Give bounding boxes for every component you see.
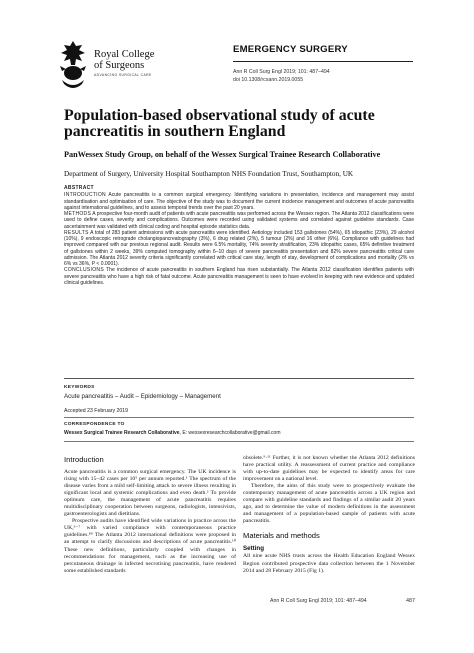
correspondence-heading: CORRESPONDENCE TO <box>64 422 125 427</box>
article-affiliation: Department of Surgery, University Hospital Southampton NHS Foundation Trust, Southampton, UK <box>64 170 354 178</box>
intro-heading: Introduction <box>64 455 104 464</box>
setting-paragraph: All nine acute NHS trusts across the Health Education England Wessex Region contributed prospective data collection between the 1 November 2014 and 28 February 2015 (Fig 1). <box>243 553 415 574</box>
intro-paragraph-2: Prospective audits have identified wide variations in practice across the UK,³⁻⁷ with varied compliance with contemporaneous practice guidelines.⁸⁹ The Atlanta 2012 international definitions were proposed in an attempt to clarify discussions and descriptions of acute pancreatitis.¹⁰ These new definitions, particularly coupled with changes in recommendations for management, such as the increasing use of percutaneous drainage in infected necrotising pancreatitis, have rendered some established standards <box>64 518 236 574</box>
abstract-intro-label: INTRODUCTION <box>64 192 106 199</box>
page-number: 487 <box>406 598 415 604</box>
crest-icon <box>56 40 90 92</box>
abstract-results-text: A total of 283 patient admissions with acute pancreatitis were identified. Aetiology included 153 gallstones (54%), 65 idiopathic (23%), 29 alcohol (10%), 9 endoscopic retrograde cholangiopancreatography (3%), 6 drug related (2%), 5 tumour (2%) and 16 other (6%). Compliance with guidelines had improved compared with our previous regional audit. Results were 6.5% mortality, 74% severity stratification, 23% idiopathic cases, 65% definitive treatment of gallstones within 2 weeks, 39% computed tomography within 6–10 days of severe pancreatitis presentation and 82% severe pancreatitis critical care admission. The Atlanta 2012 severity criteria significantly correlated with critical care stay, length of stay, development of complications and mortality (2% vs 6% vs 36%, P < 0.0001). <box>64 229 414 267</box>
header-rule <box>233 61 413 62</box>
correspondence-rule <box>64 441 414 442</box>
abstract <box>64 185 414 286</box>
keywords-heading: KEYWORDS <box>64 385 95 390</box>
correspondence: Wessex Surgical Trainee Research Collaborative, E: wessexresearchcollaborative@gmail.com <box>64 430 281 436</box>
abstract-methods <box>64 211 414 230</box>
correspondence-email[interactable]: E: wessexresearchcollaborative@gmail.com <box>182 430 281 436</box>
section-label: EMERGENCY SURGERY <box>233 44 348 55</box>
abstract-rule <box>64 378 414 379</box>
abstract-intro-text: Acute pancreatitis is a common surgical emergency. Identifying variations in presentation, incidence and management may assist standardisation and optimisation of care. The objective of the study was to document the current incidence management and outcomes of acute pancreatitis against international guidelines, and to assess temporal trends over the past 20 years. <box>64 192 414 211</box>
abstract-conclusions-text: The incidence of acute pancreatitis in southern England has risen substantially. The Atlanta 2012 classification identifies patients with severe pancreatitis who have a high risk of fatal outcome. Acute pancreatitis management is seen to have evolved in keeping with new evidence and updated clinical guidelines. <box>64 267 414 286</box>
abstract-conclusions <box>64 267 414 286</box>
methods-heading: Materials and methods <box>243 531 320 541</box>
article-title: Population-based observational study of acute pancreatitis in southern England <box>64 107 375 140</box>
abstract-heading: ABSTRACT <box>64 185 94 191</box>
body-column-right <box>243 455 415 575</box>
article-authors: PanWessex Study Group, on behalf of the Wessex Surgical Trainee Research Collaborative <box>64 150 381 159</box>
abstract-results-label: RESULTS <box>64 229 89 236</box>
logo-tagline: ADVANCING SURGICAL CARE <box>94 73 152 77</box>
abstract-methods-label: METHODS <box>64 211 92 217</box>
logo-name-line2: of Surgeons <box>94 60 145 71</box>
footer-citation: Ann R Coll Surg Engl 2019; 101: 487–494 <box>270 598 367 604</box>
accepted-rule <box>64 417 414 418</box>
intro-paragraph-1: Acute pancreatitis is a common surgical emergency. The UK incidence is rising with 15–42 cases per 10⁵ per annum reported.¹ The spectrum of the disease varies from a mild self-limiting attack to severe illness resulting in significant local and systemic complications and even death.² To provide optimum care, the management of acute pancreatitis requires multidisciplinary cooperation between surgeons, radiologists, intensivists, gastroenterologists and dietitians. <box>64 469 236 518</box>
logo-name-line1: Royal College <box>94 49 155 60</box>
abstract-introduction <box>64 192 414 211</box>
right-paragraph-1: obsolete.⁹·¹¹ Further, it is not known whether the Atlanta 2012 definitions have practical utility. A reassessment of current practice and compliance with up-to-date guidelines may be expected to identify areas for care improvement on a national level. <box>243 455 415 483</box>
header-doi[interactable]: doi 10.1308/rcsann.2019.0055 <box>233 77 304 83</box>
logo-name <box>94 49 154 71</box>
setting-heading: Setting <box>243 545 264 553</box>
abstract-conclusions-label: CONCLUSIONS <box>64 267 104 274</box>
correspondence-name: Wessex Surgical Trainee Research Collaborative <box>64 430 180 436</box>
header-citation: Ann R Coll Surg Engl 2019; 101: 487–494 <box>233 69 330 75</box>
keywords: Acute pancreatitis – Audit – Epidemiology – Management <box>64 393 221 400</box>
body-column-left <box>64 455 236 575</box>
abstract-methods-text: A prospective four-month audit of patients with acute pancreatitis was performed across the Wessex region. The Atlanta 2012 classifications were used to define cases, severity and complications. Outcomes were recorded using validated systems and correlated against guideline standards. Case ascertainment was validated with clinical coding and hospital episode statistics data. <box>64 211 414 230</box>
rcs-logo <box>56 40 206 96</box>
accepted-date: Accepted 23 February 2019 <box>64 408 129 414</box>
right-paragraph-2: Therefore, the aims of this study were to prospectively evaluate the contemporary management of acute pancreatitis across a UK region and compare with guideline standards and findings of a similar audit 20 years ago, and to determine the value of modern definitions in the assessment and management of a population-based sample of patients with acute pancreatitis. <box>243 483 415 525</box>
abstract-results <box>64 230 414 268</box>
